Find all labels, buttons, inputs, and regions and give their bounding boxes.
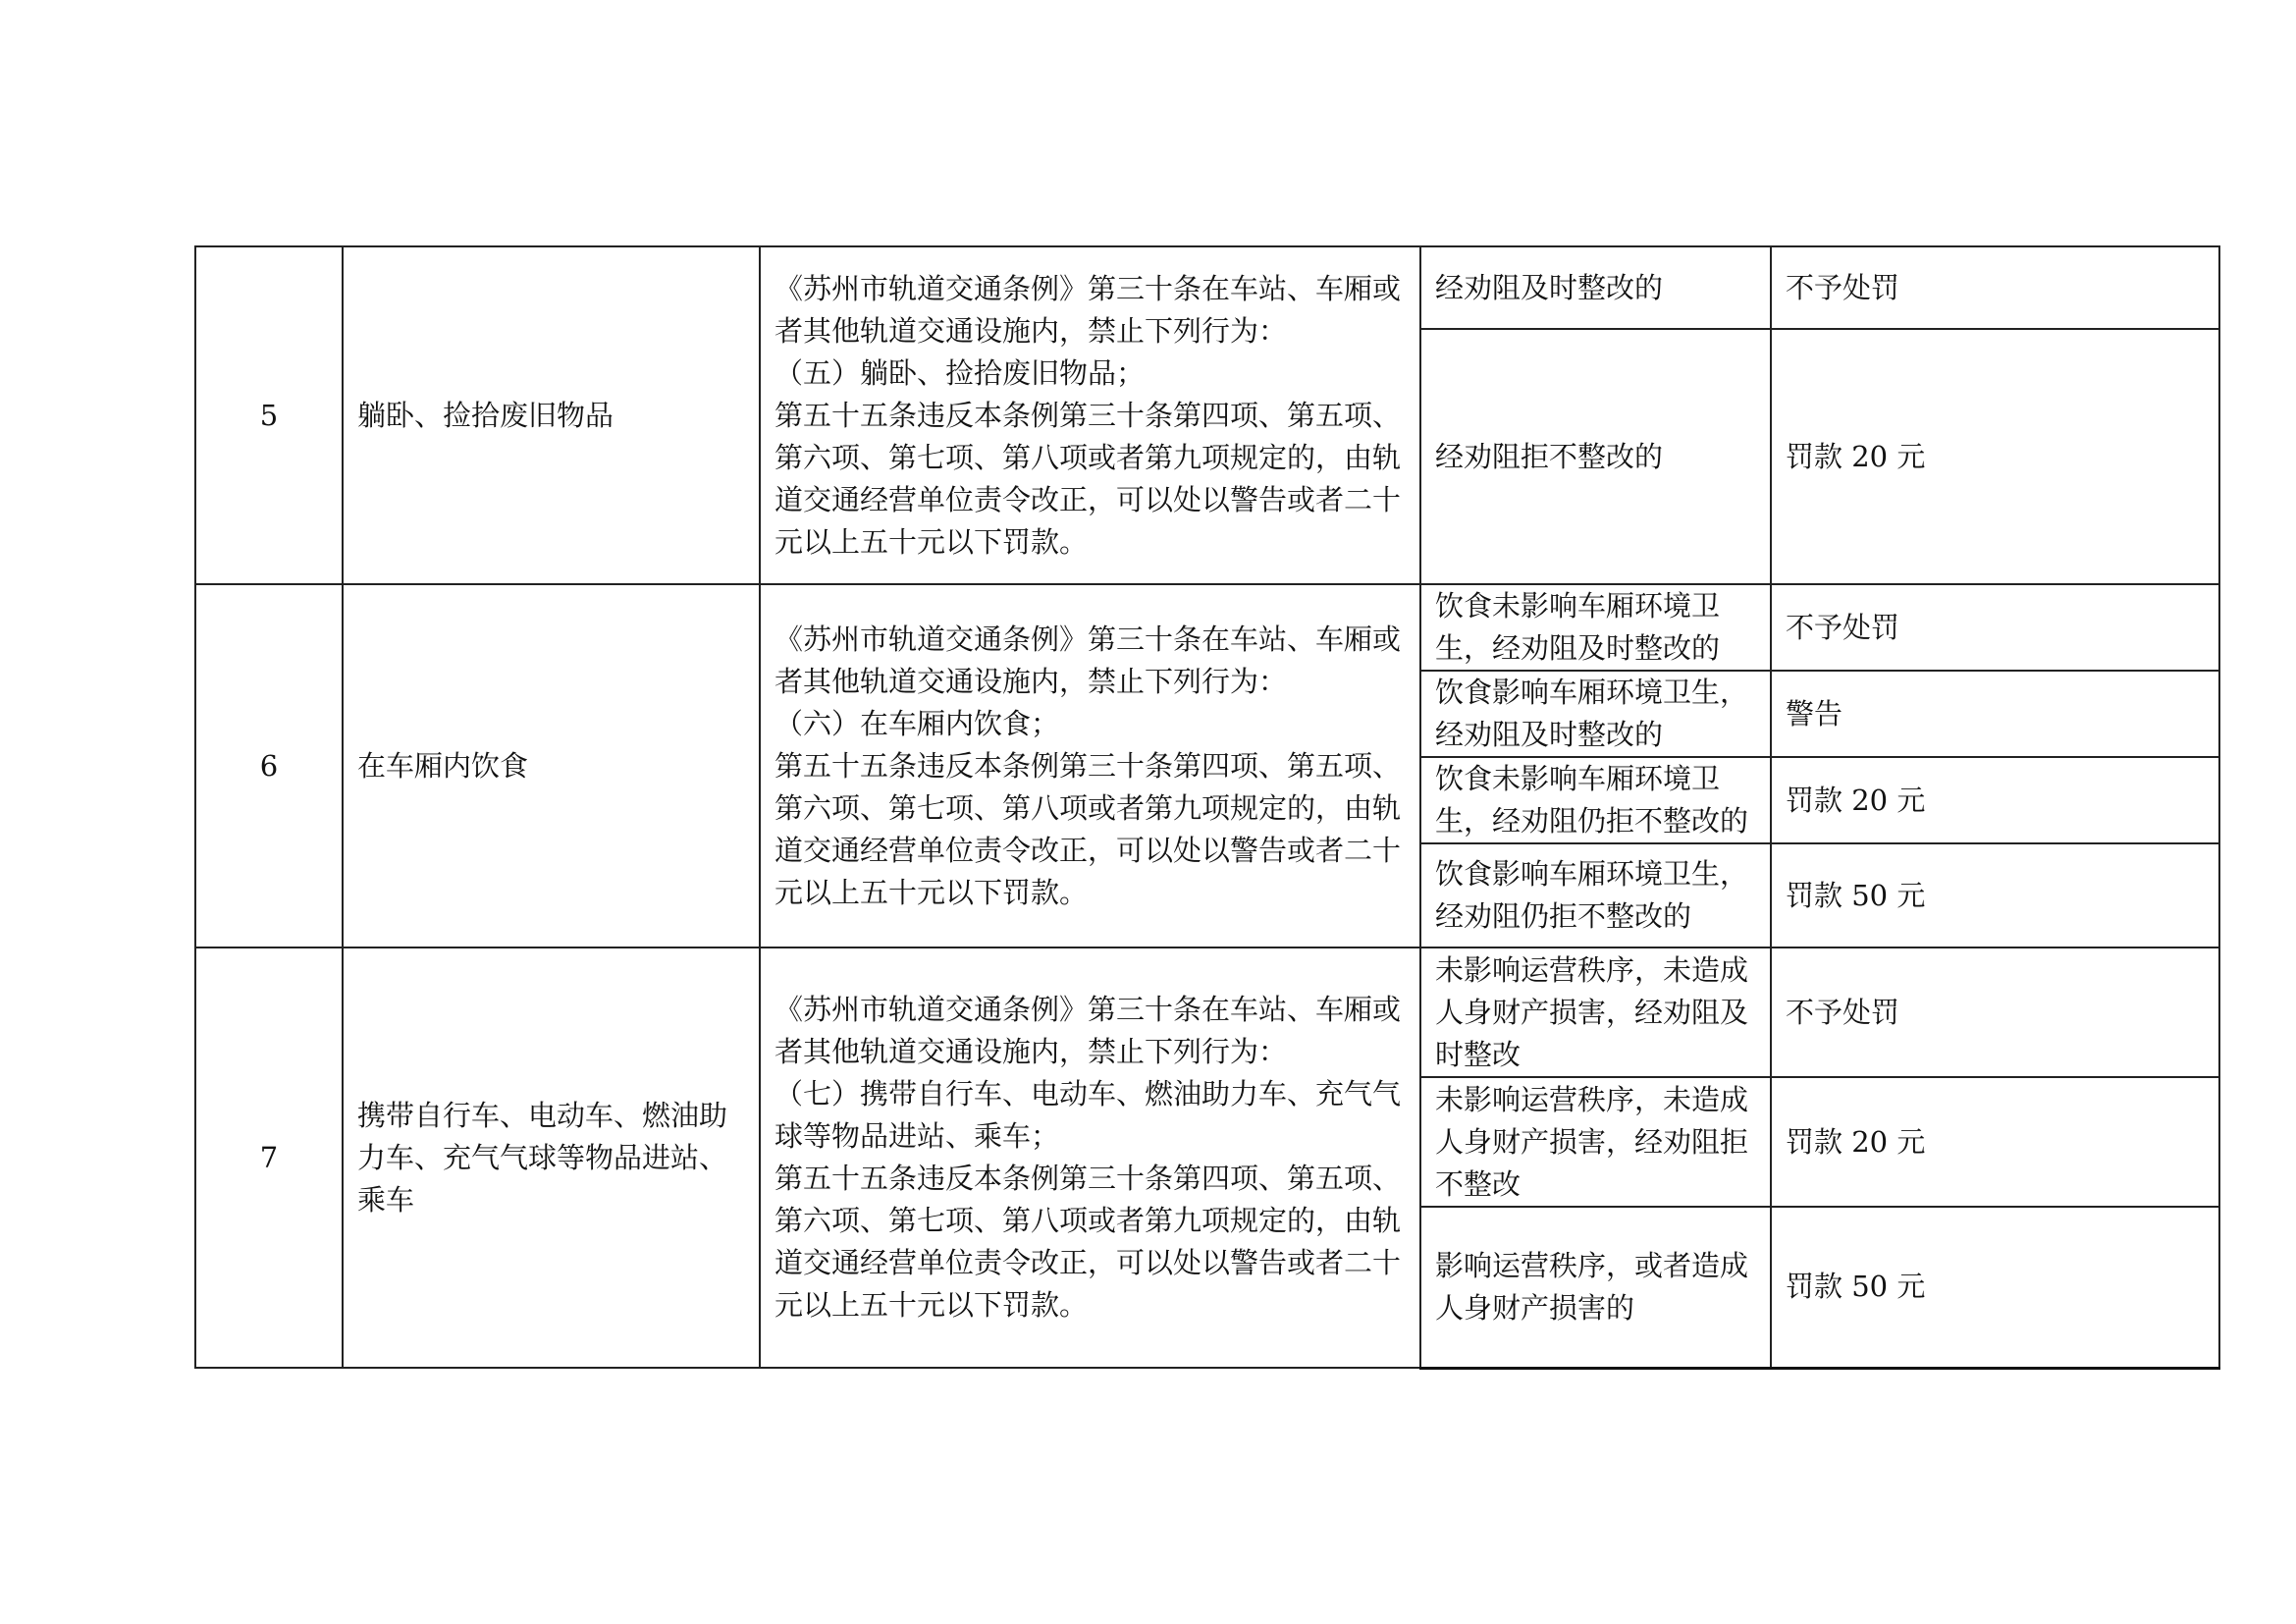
situation-cell: 经劝阻拒不整改的 — [1420, 329, 1771, 584]
penalty-cell: 罚款 50 元 — [1771, 843, 2219, 947]
basis-paragraph: 《苏州市轨道交通条例》第三十条在车站、车厢或者其他轨道交通设施内，禁止下列行为： — [774, 622, 1402, 698]
penalty-table — [194, 245, 2220, 1370]
situation-cell: 饮食未影响车厢环境卫生，经劝阻仍拒不整改的 — [1420, 757, 1771, 843]
table-row — [195, 584, 2219, 671]
penalty-cell: 罚款 20 元 — [1771, 329, 2219, 584]
basis-paragraph: 《苏州市轨道交通条例》第三十条在车站、车厢或者其他轨道交通设施内，禁止下列行为： — [774, 993, 1402, 1068]
row-number: 6 — [195, 584, 343, 947]
basis-paragraph: 《苏州市轨道交通条例》第三十条在车站、车厢或者其他轨道交通设施内，禁止下列行为： — [774, 271, 1402, 348]
legal-basis — [760, 947, 1420, 1368]
basis-paragraph: （五）躺卧、捡拾废旧物品； — [774, 355, 1146, 390]
situation-cell: 饮食影响车厢环境卫生，经劝阻及时整改的 — [1420, 671, 1771, 757]
penalty-cell: 不予处罚 — [1771, 947, 2219, 1077]
basis-paragraph: 第五十五条违反本条例第三十条第四项、第五项、第六项、第七项、第八项或者第九项规定的，由轨道交通经营单位责令改正，可以处以警告或者二十元以上五十元以下罚款。 — [774, 398, 1402, 559]
basis-paragraph: 第五十五条违反本条例第三十条第四项、第五项、第六项、第七项、第八项或者第九项规定的，由轨道交通经营单位责令改正，可以处以警告或者二十元以上五十元以下罚款。 — [774, 748, 1402, 909]
violation-item: 在车厢内饮食 — [343, 584, 760, 947]
legal-basis — [760, 246, 1420, 584]
situation-cell: 未影响运营秩序，未造成人身财产损害，经劝阻及时整改 — [1420, 947, 1771, 1077]
table-row — [195, 246, 2219, 329]
row-number: 5 — [195, 246, 343, 584]
basis-paragraph: （七）携带自行车、电动车、燃油助力车、充气气球等物品进站、乘车； — [774, 1077, 1402, 1153]
situation-cell: 影响运营秩序，或者造成人身财产损害的 — [1420, 1207, 1771, 1368]
penalty-cell: 警告 — [1771, 671, 2219, 757]
basis-paragraph: 第五十五条违反本条例第三十条第四项、第五项、第六项、第七项、第八项或者第九项规定的，由轨道交通经营单位责令改正，可以处以警告或者二十元以上五十元以下罚款。 — [774, 1162, 1402, 1322]
violation-item: 躺卧、捡拾废旧物品 — [343, 246, 760, 584]
situation-cell: 饮食未影响车厢环境卫生，经劝阻及时整改的 — [1420, 584, 1771, 671]
situation-cell: 饮食影响车厢环境卫生，经劝阻仍拒不整改的 — [1420, 843, 1771, 947]
table-row — [195, 947, 2219, 1077]
row-number: 7 — [195, 947, 343, 1368]
situation-cell: 经劝阻及时整改的 — [1420, 246, 1771, 329]
penalty-cell: 罚款 20 元 — [1771, 1077, 2219, 1207]
situation-cell: 未影响运营秩序，未造成人身财产损害，经劝阻拒不整改 — [1420, 1077, 1771, 1207]
penalty-cell: 不予处罚 — [1771, 246, 2219, 329]
penalty-cell: 不予处罚 — [1771, 584, 2219, 671]
penalty-cell: 罚款 50 元 — [1771, 1207, 2219, 1368]
violation-item: 携带自行车、电动车、燃油助力车、充气气球等物品进站、乘车 — [343, 947, 760, 1368]
legal-basis — [760, 584, 1420, 947]
penalty-cell: 罚款 20 元 — [1771, 757, 2219, 843]
basis-paragraph: （六）在车厢内饮食； — [774, 706, 1060, 740]
